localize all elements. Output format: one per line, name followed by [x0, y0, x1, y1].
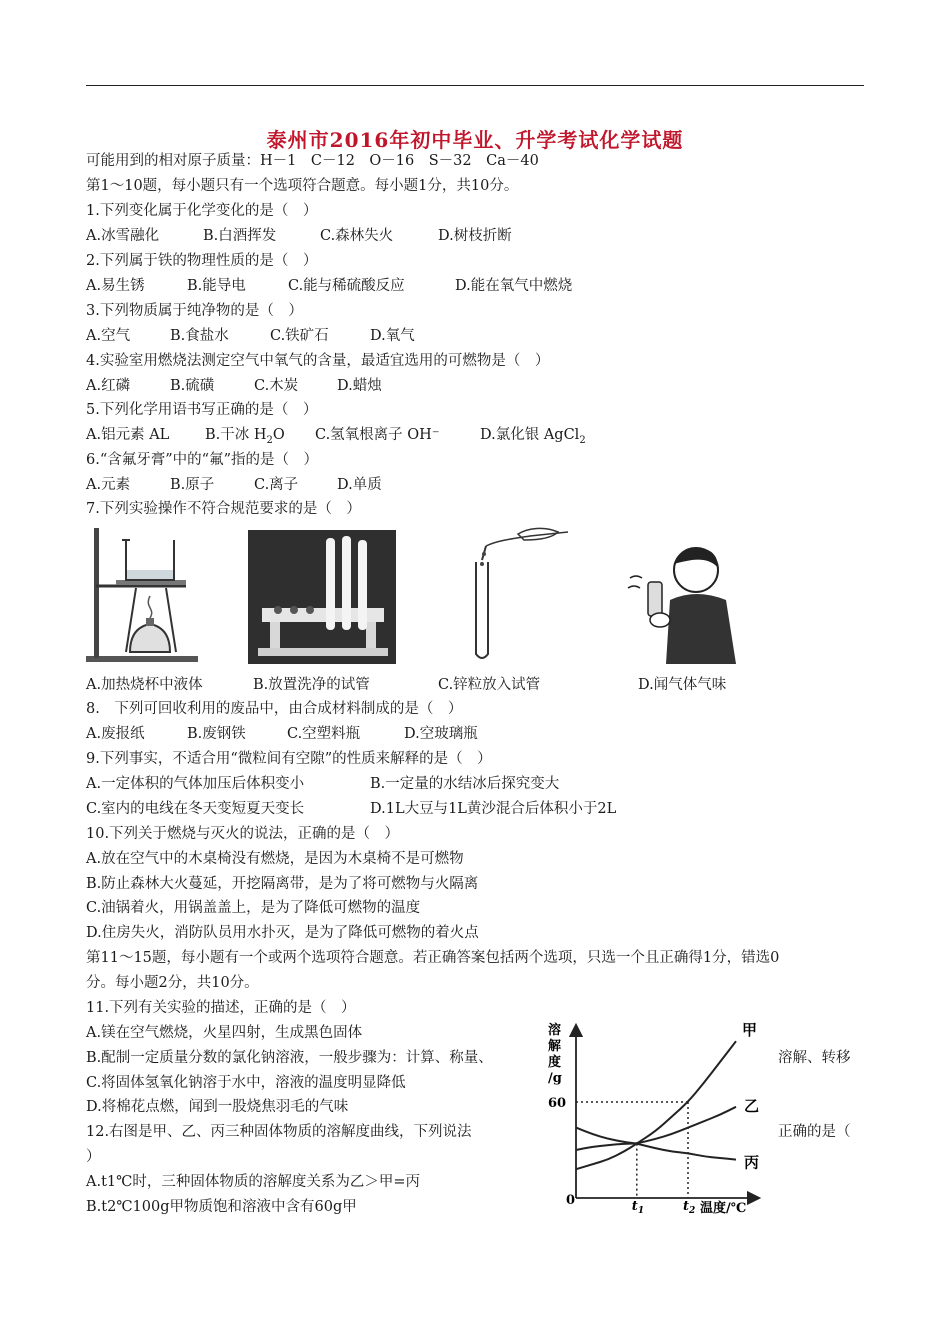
q9-stem: 9.下列事实，不适合用“微粒间有空隙”的性质来解释的是（ ）: [86, 751, 492, 767]
q1-option-a: A.冰雪融化: [86, 228, 160, 244]
q7-option-c: C.锌粒放入试管: [438, 677, 541, 693]
q4-option-d: D.蜡烛: [337, 378, 382, 394]
q3-option-c: C.铁矿石: [270, 328, 329, 344]
q11-option-a: A.镁在空气燃烧，火星四射，生成黑色固体: [86, 1025, 363, 1041]
x-tick-label: $t_2$: [683, 1199, 696, 1216]
q4-option-a: A.红磷: [86, 378, 131, 394]
q5-stem: 5.下列化学用语书写正确的是（ ）: [86, 402, 318, 418]
q5-option-c: C.氢氧根离子 OH⁻: [315, 427, 440, 443]
figure-test-tube-rack: [248, 530, 396, 664]
figure-heating-beaker: [86, 524, 201, 664]
top-rule: [86, 85, 864, 86]
q2-option-b: B.能导电: [187, 278, 246, 294]
q9-option-c: C.室内的电线在冬天变短夏天变长: [86, 801, 305, 817]
series-line: [576, 1107, 736, 1150]
q3-stem: 3.下列物质属于纯净物的是（ ）: [86, 303, 303, 319]
x-axis-label: 温度/℃: [700, 1201, 747, 1216]
q4-option-c: C.木炭: [254, 378, 299, 394]
q6-option-c: C.离子: [254, 477, 299, 493]
q8-option-c: C.空塑料瓶: [287, 726, 361, 742]
q8-stem: 8. 下列可回收利用的废品中，由合成材料制成的是（ ）: [86, 701, 463, 717]
q1-option-b: B.白酒挥发: [203, 228, 277, 244]
q10-option-b: B.防止森林大火蔓延，开挖隔离带，是为了将可燃物与火隔离: [86, 876, 479, 892]
q2-option-d: D.能在氧气中燃烧: [455, 278, 573, 294]
q8-option-d: D.空玻璃瓶: [404, 726, 478, 742]
q9-option-b: B.一定量的水结冰后探究变大: [370, 776, 560, 792]
q1-option-c: C.森林失火: [320, 228, 394, 244]
y-axis-label-char: 解: [548, 1039, 562, 1054]
series-line: [576, 1128, 736, 1160]
section2-intro: 第11～15题，每小题有一个或两个选项符合题意。若正确答案包括两个选项，只选一个且正确得1分，错选0: [86, 950, 780, 966]
y-axis-label-char: 度: [548, 1055, 562, 1070]
q6-option-a: A.元素: [86, 477, 131, 493]
q5-option-d: D.氯化银 AgCl$_2$: [480, 427, 586, 446]
q7-option-d: D.闻气体气味: [638, 677, 727, 693]
series-label: 丙: [744, 1153, 760, 1172]
figure-smelling-gas: [626, 538, 748, 664]
series-label: 乙: [744, 1096, 760, 1115]
q12-option-b: B.t2℃100g甲物质饱和溶液中含有60g甲: [86, 1199, 357, 1215]
q7-stem: 7.下列实验操作不符合规范要求的是（ ）: [86, 501, 361, 517]
q12-option-a: A.t1℃时，三种固体物质的溶解度关系为乙＞甲=丙: [86, 1174, 421, 1190]
section2-intro-cont: 分。每小题2分，共10分。: [86, 975, 259, 991]
section1-intro: 第1～10题，每小题只有一个选项符合题意。每小题1分，共10分。: [86, 178, 519, 194]
q6-stem: 6.“含氟牙膏”中的“氟”指的是（ ）: [86, 452, 318, 468]
q5-option-a: A.铝元素 AL: [86, 427, 170, 443]
q4-stem: 4.实验室用燃烧法测定空气中氧气的含量，最适宜选用的可燃物是（ ）: [86, 353, 550, 369]
page-title: 泰州市2016年初中毕业、升学考试化学试题: [266, 128, 684, 152]
q2-option-a: A.易生锈: [86, 278, 145, 294]
q12-stem-wrap: ）: [86, 1149, 101, 1165]
q1-option-d: D.树枝折断: [438, 228, 512, 244]
q7-option-b: B.放置洗净的试管: [253, 677, 370, 693]
q7-option-a: A.加热烧杯中液体: [86, 677, 203, 693]
q9-option-d: D.1L大豆与1L黄沙混合后体积小于2L: [370, 801, 617, 817]
origin-label: 0: [566, 1193, 576, 1208]
atomic-masses: 可能用到的相对原子质量：H－1 C－12 O－16 S－32 Ca－40: [86, 153, 539, 169]
q11-option-b-tail: 溶解、转移: [778, 1050, 851, 1066]
q6-option-b: B.原子: [170, 477, 215, 493]
y-axis-label-char: /g: [548, 1071, 562, 1086]
q2-option-c: C.能与稀硫酸反应: [288, 278, 405, 294]
q1-stem: 1.下列变化属于化学变化的是（ ）: [86, 203, 318, 219]
q9-option-a: A.一定体积的气体加压后体积变小: [86, 776, 305, 792]
q2-stem: 2.下列属于铁的物理性质的是（ ）: [86, 253, 318, 269]
y-tick-label: 60: [548, 1096, 567, 1111]
q3-option-d: D.氧气: [370, 328, 415, 344]
q5-option-b: B.干冰 $H_2O$: [205, 427, 285, 446]
q4-option-b: B.硫磺: [170, 378, 215, 394]
q8-option-b: B.废钢铁: [187, 726, 246, 742]
q10-option-a: A.放在空气中的木桌椅没有燃烧，是因为木桌椅不是可燃物: [86, 851, 464, 867]
figure-zinc-into-tube: [458, 524, 578, 664]
q6-option-d: D.单质: [337, 477, 382, 493]
q10-option-c: C.油锅着火，用锅盖盖上，是为了降低可燃物的温度: [86, 900, 421, 916]
y-axis-label: [548, 1022, 562, 1086]
q3-option-b: B.食盐水: [170, 328, 229, 344]
series-label: 甲: [742, 1021, 758, 1040]
q11-option-d: D.将棉花点燃，闻到一股烧焦羽毛的气味: [86, 1099, 349, 1115]
q3-option-a: A.空气: [86, 328, 131, 344]
q11-option-c: C.将固体氢氧化钠溶于水中，溶液的温度明显降低: [86, 1075, 406, 1091]
q12-stem-tail: 正确的是（: [778, 1124, 851, 1140]
q11-stem: 11.下列有关实验的描述，正确的是（ ）: [86, 1000, 356, 1016]
series-line: [576, 1041, 736, 1169]
y-axis-label-char: 溶: [548, 1023, 562, 1038]
q11-option-b: B.配制一定质量分数的氯化钠溶液，一般步骤为：计算、称量、: [86, 1050, 493, 1066]
q10-option-d: D.住房失火，消防队员用水扑灭，是为了降低可燃物的着火点: [86, 925, 479, 941]
q10-stem: 10.下列关于燃烧与灭火的说法，正确的是（ ）: [86, 826, 400, 842]
q8-option-a: A.废报纸: [86, 726, 145, 742]
solubility-chart: [540, 1018, 770, 1223]
x-tick-label: $t_1$: [631, 1199, 645, 1216]
q12-stem: 12.右图是甲、乙、丙三种固体物质的溶解度曲线，下列说法: [86, 1124, 472, 1140]
